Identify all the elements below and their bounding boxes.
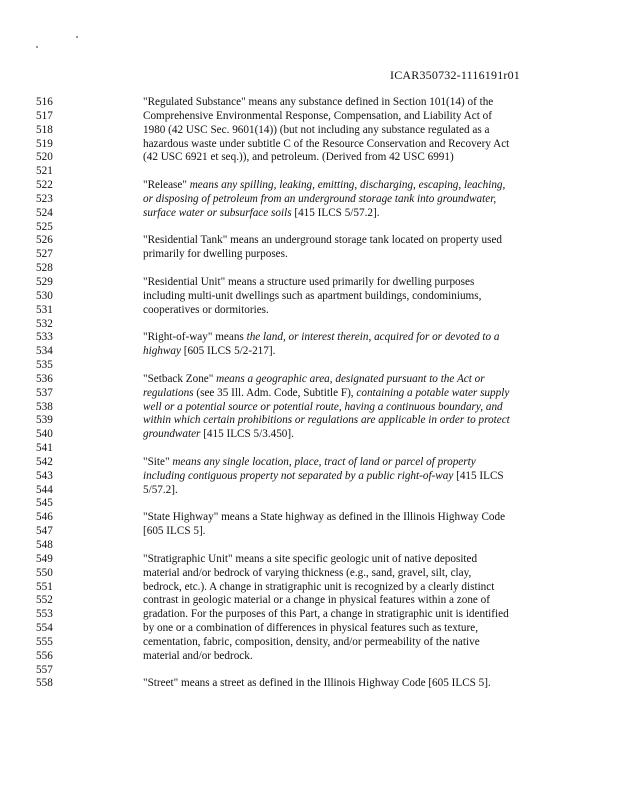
line-number: 556 <box>36 649 53 662</box>
line-number: 529 <box>36 275 53 288</box>
line-number: 526 <box>36 234 53 247</box>
line-text <box>143 234 502 248</box>
line-text <box>143 96 493 110</box>
line-text <box>143 345 275 359</box>
document-line <box>0 456 618 470</box>
text-segment: hazardous waste under subtitle C of the Resource Conservation and Recovery Act <box>143 137 510 150</box>
line-text <box>143 387 509 401</box>
document-line <box>0 442 618 456</box>
line-text <box>143 179 505 193</box>
document-line <box>0 664 618 678</box>
line-number: 546 <box>36 511 53 524</box>
line-text <box>143 110 492 124</box>
text-segment: "Right-of-way" means <box>143 331 247 344</box>
document-line <box>0 234 618 248</box>
document-line <box>0 151 618 165</box>
line-number: 517 <box>36 109 53 122</box>
line-text <box>143 304 269 318</box>
document-line <box>0 414 618 428</box>
text-segment: primarily for dwelling purposes. <box>143 248 288 261</box>
line-number: 552 <box>36 594 53 607</box>
line-text <box>143 290 481 304</box>
text-segment: [605 ILCS 5]. <box>143 525 206 538</box>
line-number: 545 <box>36 497 53 510</box>
italic-statutory-text: within which certain prohibitions or regulations are applicable in order to protect <box>143 414 510 427</box>
document-line <box>0 304 618 318</box>
line-text <box>143 553 477 567</box>
text-segment: bedrock, etc.). A change in stratigraphic unit is recognized by a clearly distinct <box>143 580 495 593</box>
line-text <box>143 401 503 415</box>
line-text <box>143 428 294 442</box>
line-text <box>143 414 510 428</box>
document-line <box>0 650 618 664</box>
document-line <box>0 525 618 539</box>
line-text <box>143 484 178 498</box>
line-number: 536 <box>36 372 53 385</box>
line-text <box>143 594 490 608</box>
italic-statutory-text: highway <box>143 345 181 358</box>
line-number: 520 <box>36 151 53 164</box>
line-number: 516 <box>36 96 53 108</box>
italic-statutory-text: surface water or subsurface soils <box>143 206 292 219</box>
line-text <box>143 636 480 650</box>
line-text <box>143 677 491 691</box>
line-number: 554 <box>36 622 53 635</box>
document-line <box>0 331 618 345</box>
document-line <box>0 470 618 484</box>
document-line <box>0 165 618 179</box>
text-segment: [415 ILCS 5/3.450]. <box>200 428 294 441</box>
text-segment: contrast in geologic material or a change in physical features within a zone of <box>143 594 490 607</box>
numbered-text-body <box>0 96 618 691</box>
line-number: 519 <box>36 137 53 150</box>
text-segment: material and/or bedrock. <box>143 649 253 662</box>
line-number: 531 <box>36 303 53 316</box>
line-number: 550 <box>36 566 53 579</box>
line-number: 521 <box>36 165 53 178</box>
document-line <box>0 594 618 608</box>
line-number: 555 <box>36 635 53 648</box>
line-number: 528 <box>36 262 53 275</box>
italic-statutory-text: or disposing of petroleum from an underground storage tank into groundwater, <box>143 192 497 205</box>
document-line <box>0 138 618 152</box>
text-segment: Comprehensive Environmental Response, Compensation, and Liability Act of <box>143 109 492 122</box>
document-line <box>0 581 618 595</box>
text-segment: (42 USC 6921 et seq.)), and petroleum. (Derived from 42 USC 6991) <box>143 151 454 164</box>
text-segment: "Site" <box>143 455 173 468</box>
document-line <box>0 110 618 124</box>
line-number: 518 <box>36 123 53 136</box>
line-number: 542 <box>36 455 53 468</box>
line-number: 543 <box>36 469 53 482</box>
document-line <box>0 608 618 622</box>
italic-statutory-text: regulations <box>143 386 194 399</box>
document-line <box>0 511 618 525</box>
line-text <box>143 525 205 539</box>
text-segment: "Residential Tank" means an underground storage tank located on property used <box>143 234 503 247</box>
line-text <box>143 207 380 221</box>
line-number: 557 <box>36 663 53 676</box>
document-line <box>0 622 618 636</box>
line-number: 558 <box>36 677 53 690</box>
scan-speck <box>36 46 38 48</box>
line-number: 544 <box>36 483 53 496</box>
italic-statutory-text: well or a potential source or potential route, having a continuous boundary, and <box>143 400 503 413</box>
text-segment: material and/or bedrock of varying thickness (e.g., sand, gravel, silt, clay, <box>143 566 472 579</box>
document-line <box>0 345 618 359</box>
text-segment: cementation, fabric, composition, density, and/or permeability of the native <box>143 635 480 648</box>
line-text <box>143 193 496 207</box>
document-line <box>0 636 618 650</box>
italic-statutory-text: means any single location, place, tract of land or parcel of property <box>172 455 476 468</box>
document-line <box>0 262 618 276</box>
document-line <box>0 553 618 567</box>
text-segment: 5/57.2]. <box>143 483 178 496</box>
document-line <box>0 193 618 207</box>
line-text <box>143 456 476 470</box>
text-segment: "Release" <box>143 179 190 192</box>
text-segment: [415 ILCS 5/57.2]. <box>291 206 380 219</box>
line-text <box>143 581 494 595</box>
line-text <box>143 276 474 290</box>
line-text <box>143 511 505 525</box>
document-line <box>0 276 618 290</box>
document-line <box>0 401 618 415</box>
line-number: 551 <box>36 580 53 593</box>
line-text <box>143 608 509 622</box>
document-line <box>0 539 618 553</box>
text-segment: [415 ILCS <box>453 469 504 482</box>
text-segment: 1980 (42 USC Sec. 9601(14)) (but not including any substance regulated as a <box>143 123 490 136</box>
document-id: ICAR350732-1116191r01 <box>390 68 520 82</box>
document-line <box>0 179 618 193</box>
line-text <box>143 470 504 484</box>
text-segment: "Residential Unit" means a structure used primarily for dwelling purposes <box>143 275 475 288</box>
text-segment: gradation. For the purposes of this Part, a change in stratigraphic unit is identified <box>143 608 509 621</box>
line-number: 525 <box>36 220 53 233</box>
document-line <box>0 207 618 221</box>
line-text <box>143 373 485 387</box>
text-segment: cooperatives or dormitories. <box>143 303 269 316</box>
line-number: 533 <box>36 331 53 344</box>
line-number: 522 <box>36 179 53 192</box>
italic-statutory-text: means any spilling, leaking, emitting, discharging, escaping, leaching, <box>189 179 506 192</box>
line-number: 530 <box>36 289 53 302</box>
document-line <box>0 124 618 138</box>
line-number: 547 <box>36 525 53 538</box>
line-text <box>143 124 489 138</box>
document-line <box>0 248 618 262</box>
document-line <box>0 318 618 332</box>
line-number: 537 <box>36 386 53 399</box>
line-number: 534 <box>36 345 53 358</box>
line-text <box>143 650 253 664</box>
text-segment: "Stratigraphic Unit" means a site specific geologic unit of native deposited <box>143 552 478 565</box>
scan-speck <box>76 36 78 38</box>
document-line <box>0 290 618 304</box>
line-number: 541 <box>36 442 53 455</box>
line-text <box>143 151 454 165</box>
line-number: 553 <box>36 608 53 621</box>
line-number: 540 <box>36 428 53 441</box>
text-segment: "State Highway" means a State highway as defined in the Illinois Highway Code <box>143 511 506 524</box>
document-line <box>0 677 618 691</box>
line-text <box>143 331 500 345</box>
document-line <box>0 428 618 442</box>
document-line <box>0 96 618 110</box>
italic-statutory-text: containing a potable water supply <box>356 386 510 399</box>
italic-statutory-text: the land, or interest therein, acquired for or devoted to a <box>246 331 500 344</box>
document-line <box>0 497 618 511</box>
text-segment: by one or a combination of differences in physical features such as texture, <box>143 622 478 635</box>
line-number: 549 <box>36 552 53 565</box>
line-text <box>143 622 478 636</box>
text-segment: "Street" means a street as defined in the Illinois Highway Code [605 ILCS 5]. <box>143 677 491 690</box>
text-segment: (see 35 Ill. Adm. Code, Subtitle F), <box>193 386 357 399</box>
italic-statutory-text: groundwater <box>143 428 201 441</box>
document-line <box>0 484 618 498</box>
line-number: 524 <box>36 206 53 219</box>
line-number: 535 <box>36 359 53 372</box>
line-number: 538 <box>36 400 53 413</box>
line-number: 532 <box>36 317 53 330</box>
italic-statutory-text: including contiguous property not separated by a public right-of-way <box>143 469 454 482</box>
document-line <box>0 387 618 401</box>
line-number: 548 <box>36 539 53 551</box>
line-number: 527 <box>36 248 53 261</box>
document-line <box>0 359 618 373</box>
document-line <box>0 373 618 387</box>
text-segment: "Regulated Substance" means any substance defined in Section 101(14) of the <box>143 96 494 108</box>
text-segment: "Setback Zone" <box>143 372 217 385</box>
document-line <box>0 567 618 581</box>
document-line <box>0 221 618 235</box>
line-number: 523 <box>36 192 53 205</box>
italic-statutory-text: means a geographic area, designated pursuant to the Act or <box>216 372 485 385</box>
line-text <box>143 248 288 262</box>
line-number: 539 <box>36 414 53 427</box>
text-segment: [605 ILCS 5/2-217]. <box>180 345 276 358</box>
line-text <box>143 138 509 152</box>
line-text <box>143 567 471 581</box>
text-segment: including multi-unit dwellings such as apartment buildings, condominiums, <box>143 289 482 302</box>
